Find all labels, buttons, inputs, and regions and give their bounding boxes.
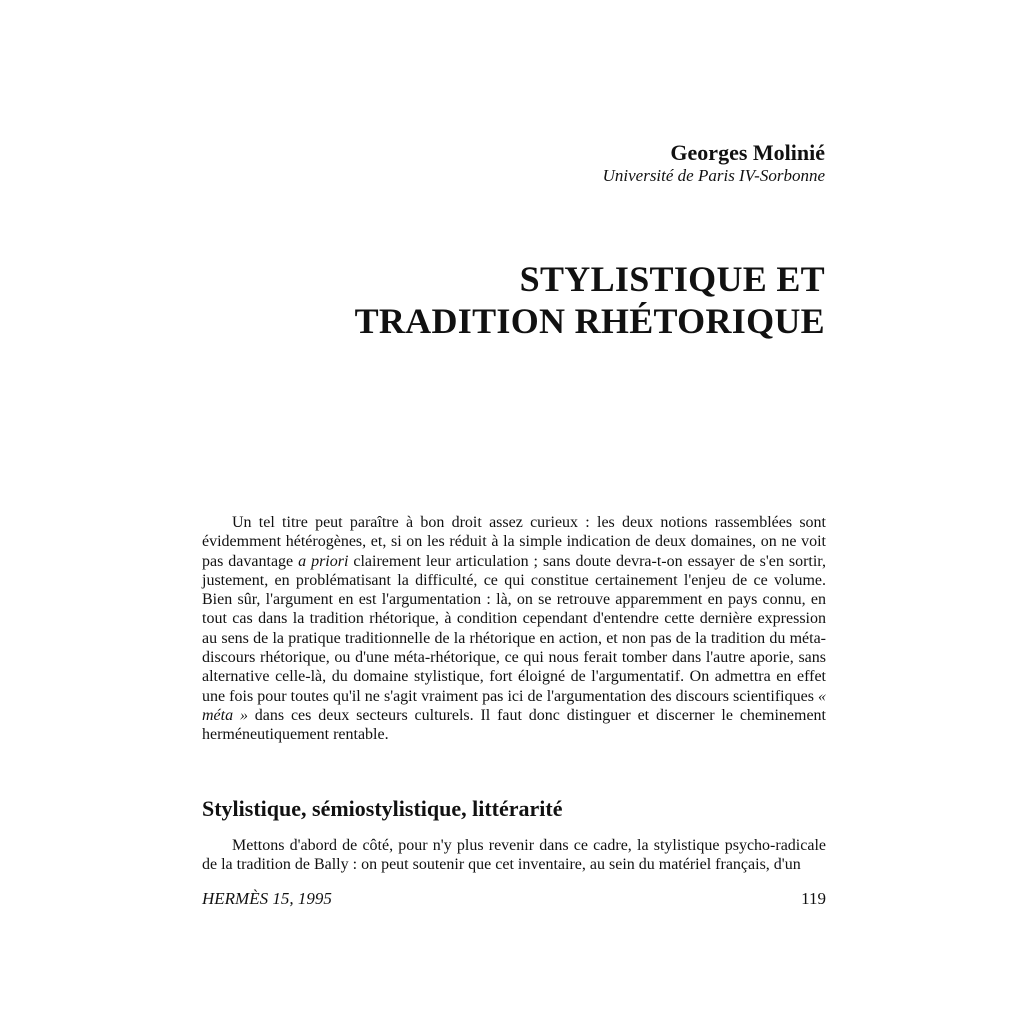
abstract-emphasis-meta: « méta » <box>202 687 826 724</box>
author-affiliation: Université de Paris IV-Sorbonne <box>602 166 825 185</box>
journal-footer: HERMÈS 15, 1995 <box>202 889 332 908</box>
author-block <box>603 140 825 186</box>
section-heading: Stylistique, sémiostylistique, littérarité <box>202 796 563 821</box>
author-name: Georges Molinié <box>670 140 825 165</box>
abstract-text-3: dans ces deux secteurs culturels. Il faut donc distinguer et discerner le cheminement herméneutiquement rentable. <box>202 706 827 744</box>
page-number: 119 <box>801 889 826 908</box>
title-line-1: STYLISTIQUE ET <box>519 259 825 299</box>
abstract-emphasis-a-priori: a priori <box>298 552 349 570</box>
abstract-paragraph <box>202 513 826 745</box>
abstract-text-2: clairement leur articulation ; sans doute devra-t-on essayer de s'en sortir, justement, en problématisant la difficulté, ce qui constitue certainement l'enjeu de ce volume. Bien sûr, l'argument en est l'argumentation : là, on se retrouve apparemment en pays connu, en tout cas dans la tradition rhétorique, à condition cependant d'entendre cette dernière expression au sens de la pratique traditionnelle de la rhétorique en action, et non pas de la tradition du méta-discours rhétorique, ou d'une méta-rhétorique, ce qui nous ferait tomber dans l'autre aporie, sans alternative celle-là, du domaine stylistique, fort éloigné de l'argumentatif. On admettra en effet une fois pour toutes qu'il ne s'agit vraiment pas ici de l'argumentation des discours scientifiques <box>202 552 826 705</box>
title-line-2: TRADITION RHÉTORIQUE <box>354 301 825 341</box>
abstract-text-1: Un tel titre peut paraître à bon droit assez curieux : les deux notions rassemblées sont évidemment hétérogènes, et, si on les réduit à la simple indication de deux domaines, on ne voit pas davantage <box>202 514 826 570</box>
article-title <box>355 258 825 342</box>
section-paragraph: Mettons d'abord de côté, pour n'y plus revenir dans ce cadre, la stylistique psycho-radicale de la tradition de Bally : on peut soutenir que cet inventaire, au sein du matériel français, d'un <box>202 837 826 874</box>
